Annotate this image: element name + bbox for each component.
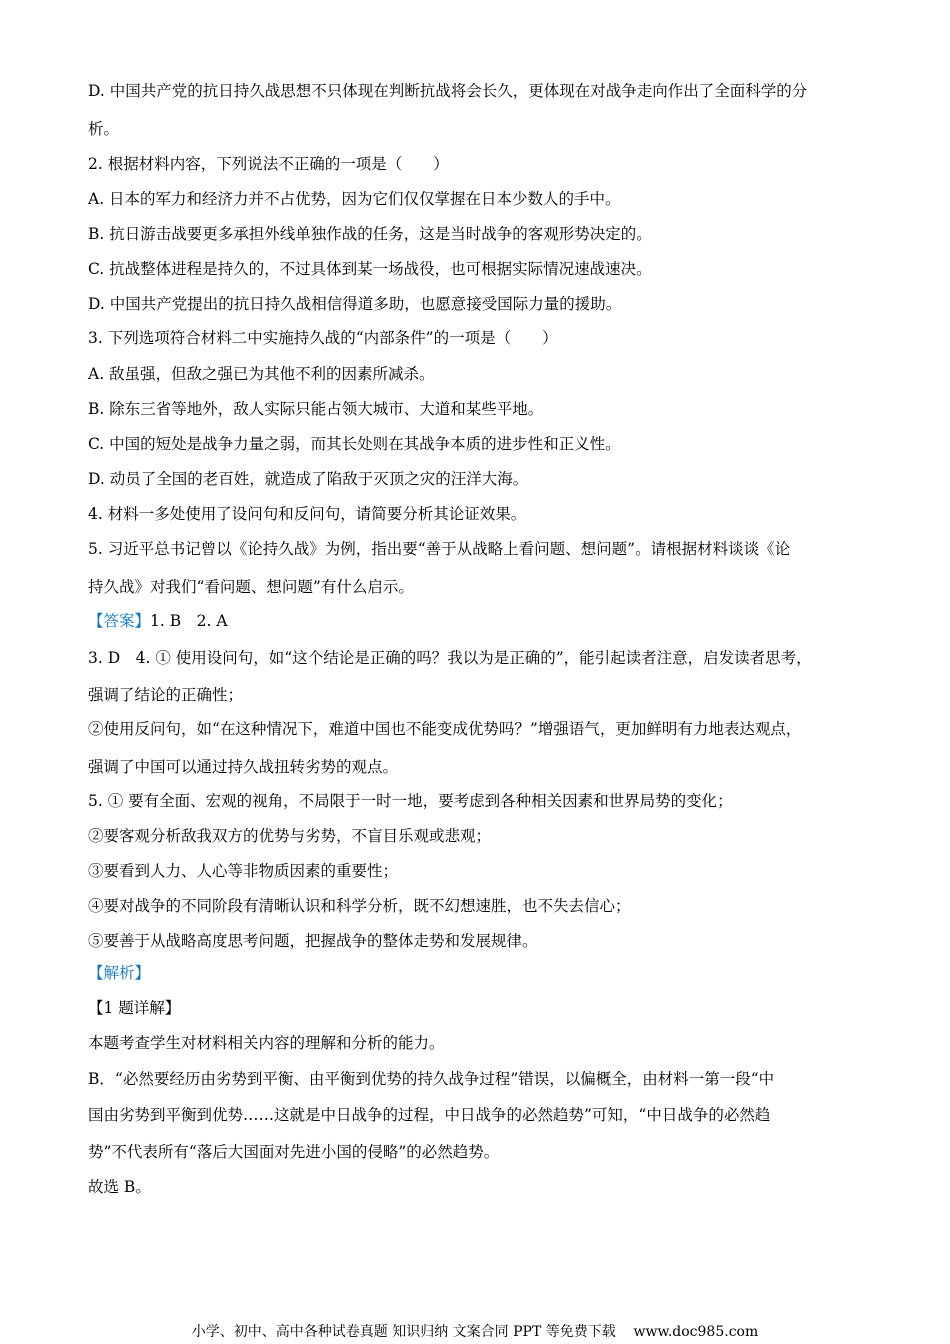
q5-stem-line1: 5. 习近平总书记曾以《论持久战》为例，指出要“善于从战略上看问题、想问题”。请根据材料谈谈《论 bbox=[88, 540, 791, 558]
analysis-conclusion: 故选 B。 bbox=[88, 1178, 151, 1196]
answer-tag: 【答案】 bbox=[88, 612, 151, 630]
answer-q4-line4: 强调了中国可以通过持久战扭转劣势的观点。 bbox=[88, 758, 399, 776]
q5-stem-line2: 持久战》对我们“看问题、想问题”有什么启示。 bbox=[88, 578, 414, 596]
q1-option-d-line1: D. 中国共产党的抗日持久战思想不只体现在判断抗战将会长久，更体现在对战争走向作出了全面科学的分 bbox=[88, 82, 808, 100]
footer-url-link[interactable]: www.doc985.com bbox=[633, 1324, 759, 1340]
answer-q5-point-2: ②要客观分析敌我双方的优势与劣势，不盲目乐观或悲观； bbox=[88, 827, 492, 845]
analysis-intro: 本题考查学生对材料相关内容的理解和分析的能力。 bbox=[88, 1034, 445, 1052]
q1-option-d-line2: 析。 bbox=[88, 120, 120, 138]
q2-option-d: D. 中国共产党提出的抗日持久战相信得道多助，也愿意接受国际力量的援助。 bbox=[88, 295, 622, 313]
q2-option-a: A. 日本的军力和经济力并不占优势，因为它们仅仅掌握在日本少数人的手中。 bbox=[88, 190, 621, 208]
answer-q5-point-1: 5. ① 要有全面、宏观的视角，不局限于一时一地，要考虑到各种相关因素和世界局势的变化； bbox=[88, 792, 733, 810]
analysis-b-line2: 国由劣势到平衡到优势……这就是中日战争的过程，中日战争的必然趋势”可知，“中日战争的必然趋 bbox=[88, 1106, 771, 1124]
answer-q5-point-5: ⑤要善于从战略高度思考问题，把握战争的整体走势和发展规律。 bbox=[88, 932, 538, 950]
q3-option-a: A. 敌虽强，但敌之强已为其他不利的因素所减杀。 bbox=[88, 365, 435, 383]
q3-option-d: D. 动员了全国的老百姓，就造成了陷敌于灭顶之灾的汪洋大海。 bbox=[88, 470, 529, 488]
page-footer bbox=[0, 1322, 950, 1342]
analysis-tag: 【解析】 bbox=[88, 964, 151, 982]
q2-option-b: B. 抗日游击战要更多承担外线单独作战的任务，这是当时战争的客观形势决定的。 bbox=[88, 225, 652, 243]
footer-text: 小学、初中、高中各种试卷真题 知识归纳 文案合同 PPT 等免费下载 bbox=[191, 1324, 616, 1340]
analysis-b-line3: 势”不代表所有“落后大国面对先进小国的侵略”的必然趋势。 bbox=[88, 1143, 500, 1161]
answer-q4-line3: ②使用反问句，如“在这种情况下，难道中国也不能变成优势吗？”增强语气，更加鲜明有力地表达观点， bbox=[88, 720, 802, 738]
answer-q5-point-4: ④要对战争的不同阶段有清晰认识和科学分析，既不幻想速胜，也不失去信心； bbox=[88, 897, 631, 915]
answer-line bbox=[88, 610, 228, 632]
analysis-b-line1: B．“必然要经历由劣势到平衡、由平衡到优势的持久战争过程”错误，以偏概全，由材料一第一段“中 bbox=[88, 1070, 775, 1088]
q3-option-b: B. 除东三省等地外，敌人实际只能占领大城市、大道和某些平地。 bbox=[88, 400, 544, 418]
q2-option-c: C. 抗战整体进程是持久的，不过具体到某一场战役，也可根据实际情况速战速决。 bbox=[88, 260, 652, 278]
q2-stem: 2. 根据材料内容，下列说法不正确的一项是（ ） bbox=[88, 155, 449, 173]
answer-first-line: 1. B 2. A bbox=[150, 612, 228, 630]
q4-stem: 4. 材料一多处使用了设问句和反问句，请简要分析其论证效果。 bbox=[88, 505, 527, 523]
answer-q5-point-3: ③要看到人力、人心等非物质因素的重要性； bbox=[88, 862, 399, 880]
answer-q4-line1: 3. D 4. ① 使用设问句，如“这个结论是正确的吗？我以为是正确的”，能引起读者注意，启发读者思考， bbox=[88, 649, 812, 667]
q3-option-c: C. 中国的短处是战争力量之弱，而其长处则在其战争本质的进步性和正义性。 bbox=[88, 435, 621, 453]
q3-stem: 3. 下列选项符合材料二中实施持久战的“内部条件”的一项是（ ） bbox=[88, 329, 558, 347]
answer-q4-line2: 强调了结论的正确性； bbox=[88, 686, 244, 704]
analysis-sub-heading: 【1 题详解】 bbox=[88, 999, 181, 1017]
